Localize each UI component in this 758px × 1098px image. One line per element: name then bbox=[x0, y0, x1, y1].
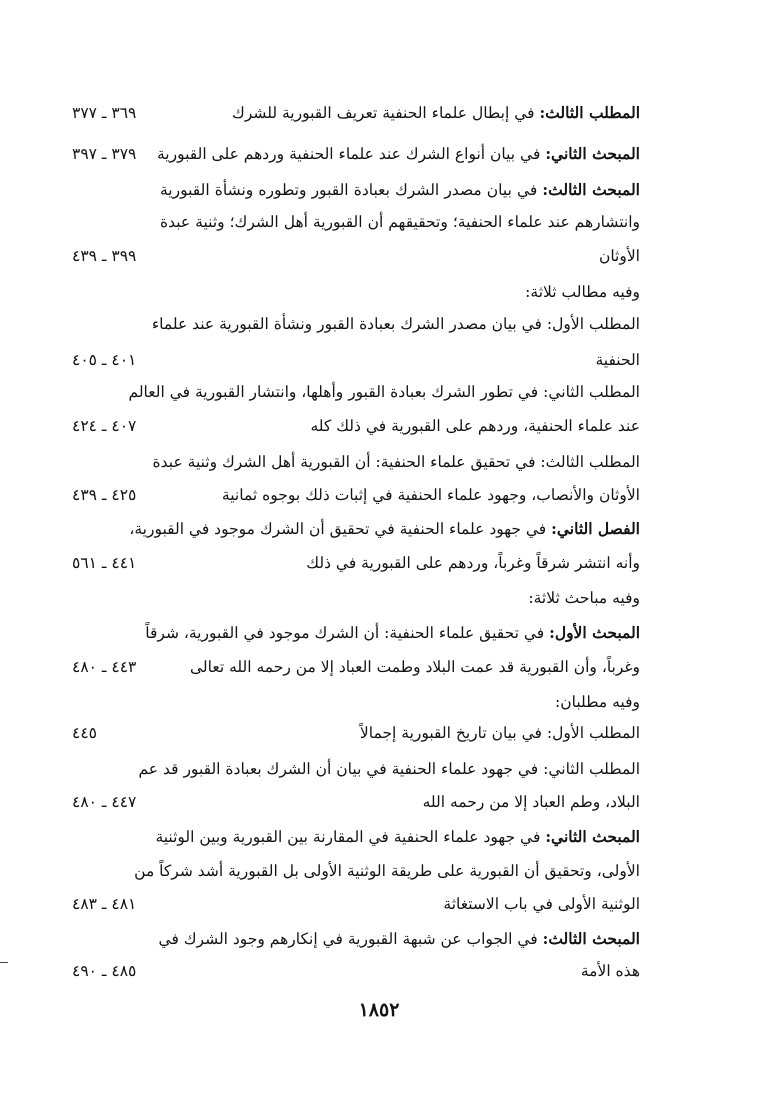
toc-line: البلاد، وطم العباد إلا من رحمه الله bbox=[422, 793, 640, 811]
toc-line: وانتشارهم عند علماء الحنفية؛ وتحقيقهم أن القبورية أهل الشرك؛ وثنية عبدة bbox=[160, 213, 640, 231]
page-range: ٤٢٥ ـ ٤٣٩ bbox=[72, 486, 137, 504]
section-heading: المبحث الثاني: bbox=[545, 144, 640, 163]
margin-mark bbox=[0, 962, 8, 963]
page-range: ٤٠١ ـ ٤٠٥ bbox=[72, 351, 137, 369]
page-number: ١٨٥٢ bbox=[358, 999, 400, 1021]
toc-line: عند علماء الحنفية، وردهم على القبورية في ذلك كله bbox=[310, 417, 640, 435]
section-heading: المبحث الثالث: bbox=[542, 180, 640, 199]
toc-line: الأولى، وتحقيق أن القبورية على طريقة الوثنية الأولى بل القبورية أشد شركاً من bbox=[134, 862, 640, 880]
page-range: ٤٤٣ ـ ٤٨٠ bbox=[72, 658, 137, 676]
toc-line bbox=[160, 102, 640, 124]
toc-line: الأوثان bbox=[598, 247, 640, 265]
page-range: ٤٠٧ ـ ٤٢٤ bbox=[72, 417, 137, 435]
section-heading: المبحث الثالث: bbox=[542, 929, 640, 948]
toc-line: المطلب الأول: في بيان تاريخ القبورية إجمالاً bbox=[359, 724, 640, 742]
toc-line: وغرباً، وأن القبورية قد عمت البلاد وطمت العباد إلا من رحمه الله تعالى bbox=[190, 658, 640, 676]
section-title: في جهود علماء الحنفية في تحقيق أن الشرك موجود في القبورية، bbox=[129, 520, 552, 538]
section-heading: المبحث الأول: bbox=[549, 623, 640, 642]
section-heading: الفصل الثاني: bbox=[551, 519, 640, 538]
toc-line: الأوثان والأنصاب، وجهود علماء الحنفية في إثبات ذلك بوجوه ثمانية bbox=[221, 486, 640, 504]
page-range: ٣٩٩ ـ ٤٣٩ bbox=[72, 247, 137, 265]
section-title: في جهود علماء الحنفية في المقارنة بين القبورية وبين الوثنية bbox=[155, 828, 546, 846]
page-range: ٣٧٩ ـ ٣٩٧ bbox=[72, 145, 137, 163]
toc-line: المطلب الثاني: في تطور الشرك بعبادة القبور وأهلها، وانتشار القبورية في العالم bbox=[128, 383, 640, 401]
toc-line: وفيه مباحث ثلاثة: bbox=[528, 589, 640, 607]
toc-line: وفيه مطالب ثلاثة: bbox=[525, 283, 640, 301]
toc-line: المطلب الأول: في بيان مصدر الشرك بعبادة القبور ونشأة القبورية عند علماء bbox=[151, 315, 640, 333]
toc-line bbox=[160, 928, 640, 950]
toc-line: المطلب الثاني: في جهود علماء الحنفية في بيان أن الشرك بعبادة القبور قد عم bbox=[138, 760, 640, 778]
toc-line: وفيه مطلبان: bbox=[555, 693, 640, 711]
toc-line bbox=[156, 143, 640, 165]
section-title: في بيان أنواع الشرك عند علماء الحنفية وردهم على القبورية bbox=[156, 145, 546, 163]
toc-line bbox=[129, 518, 640, 540]
section-title: في الجواب عن شبهة القبورية في إنكارهم وجود الشرك في bbox=[158, 930, 543, 948]
toc-line bbox=[155, 826, 640, 848]
section-heading: المبحث الثاني: bbox=[545, 827, 640, 846]
page-range: ٤٤١ ـ ٥٦١ bbox=[72, 554, 137, 572]
toc-line: وأنه انتشر شرقاً وغرباً، وردهم على القبورية في ذلك bbox=[306, 554, 640, 572]
section-title: في تحقيق علماء الحنفية: أن الشرك موجود في القبورية، شرقاً bbox=[145, 624, 550, 642]
page-range: ٤٨٥ ـ ٤٩٠ bbox=[72, 962, 137, 980]
toc-line: المطلب الثالث: في تحقيق علماء الحنفية: أن القبورية أهل الشرك وثنية عبدة bbox=[152, 453, 640, 471]
toc-line: هذه الأمة bbox=[580, 962, 640, 980]
toc-line: الوثنية الأولى في باب الاستغاثة bbox=[443, 895, 640, 913]
toc-line bbox=[160, 179, 640, 201]
toc-line bbox=[145, 622, 640, 644]
page-range: ٤٨١ ـ ٤٨٣ bbox=[72, 895, 137, 913]
page-range: ٤٤٥ bbox=[72, 724, 97, 742]
section-title: في إبطال علماء الحنفية تعريف القبورية للشرك bbox=[232, 104, 540, 122]
toc-line: الحنفية bbox=[595, 351, 640, 369]
page-range: ٤٤٧ ـ ٤٨٠ bbox=[72, 793, 137, 811]
section-title: في بيان مصدر الشرك بعبادة القبور وتطوره ونشأة القبورية bbox=[160, 181, 543, 199]
page-range: ٣٦٩ ـ ٣٧٧ bbox=[72, 104, 137, 122]
section-heading: المطلب الثالث: bbox=[539, 103, 640, 122]
